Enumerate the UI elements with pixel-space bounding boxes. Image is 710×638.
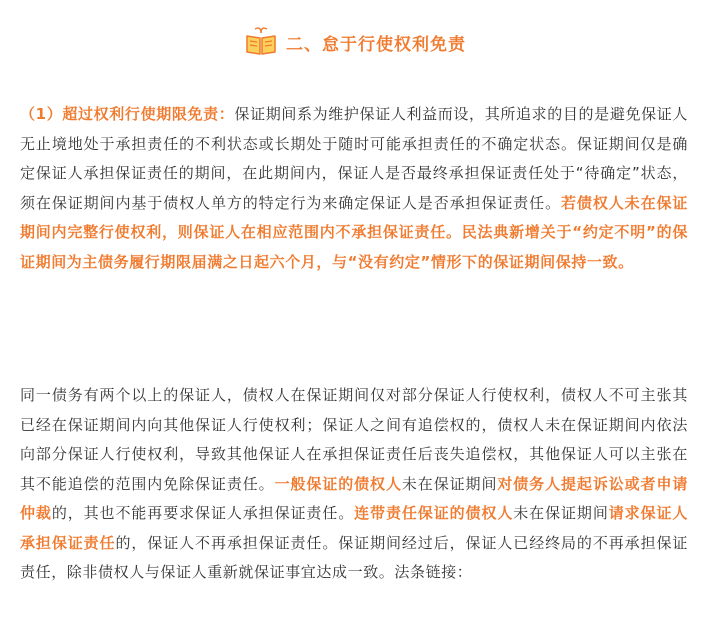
paragraph-text: 的，其也不能再要求保证人承担保证责任。 bbox=[51, 504, 355, 522]
emphasis-text: 若债权人未在保证期间内完整行使权利，则保证人在相应范围内不承担保证责任。民法典新增关于“约定不明”的保证期间为主债务履行期限届满之日起六个月，与“没有约定”情形下的保证期间保持一致。 bbox=[20, 193, 688, 271]
paragraph-multiple-guarantors bbox=[20, 381, 688, 588]
section-heading bbox=[0, 24, 710, 60]
emphasis-sue-or-arbitrate: 对债务人提起诉讼或者申请仲裁 bbox=[20, 474, 688, 522]
paragraph-lead: （1）超过权利行使期限免责： bbox=[20, 105, 235, 123]
open-book-icon bbox=[244, 27, 278, 57]
emphasis-general-guarantee-creditor: 一般保证的债权人 bbox=[274, 474, 402, 493]
section-title: 二、怠于行使权利免责 bbox=[286, 34, 466, 55]
emphasis-request-guarantor-liability: 请求保证人承担保证责任 bbox=[20, 504, 688, 552]
paragraph-text: 未在保证期间 bbox=[401, 474, 498, 493]
paragraph-text: 保证期间系为维护保证人利益而设，其所追求的目的是避免保证人无止境地处于承担责任的不利状态或长期处于随时可能承担责任的不确定状态。保证期间仅是确定保证人承担保证责任的期间，在此期间内，保证人是否最终承担保证责任处于“待确定”状态，须在保证期间内基于债权人单方的特定行为来确定保证人是否承担保证责任。 bbox=[20, 105, 688, 212]
paragraph-text: 同一债务有两个以上的保证人，债权人在保证期间仅对部分保证人行使权利，债权人不可主张其已经在保证期间内向其他保证人行使权利；保证人之间有追偿权的，债权人未在保证期间内依法向部分保证人行使权利，导致其他保证人在承担保证责任后丧失追偿权，其他保证人可以主张在其不能追偿的范围内免除保证责任。 bbox=[20, 386, 688, 493]
paragraph-text: 未在保证期间 bbox=[513, 504, 609, 522]
emphasis-joint-liability-creditor: 连带责任保证的债权人 bbox=[354, 504, 514, 522]
paragraph-time-limit-exemption bbox=[20, 100, 688, 277]
paragraph-text: 的，保证人不再承担保证责任。保证期间经过后，保证人已经终局的不再承担保证责任，除非债权人与保证人重新就保证事宜达成一致。法条链接： bbox=[20, 533, 688, 581]
